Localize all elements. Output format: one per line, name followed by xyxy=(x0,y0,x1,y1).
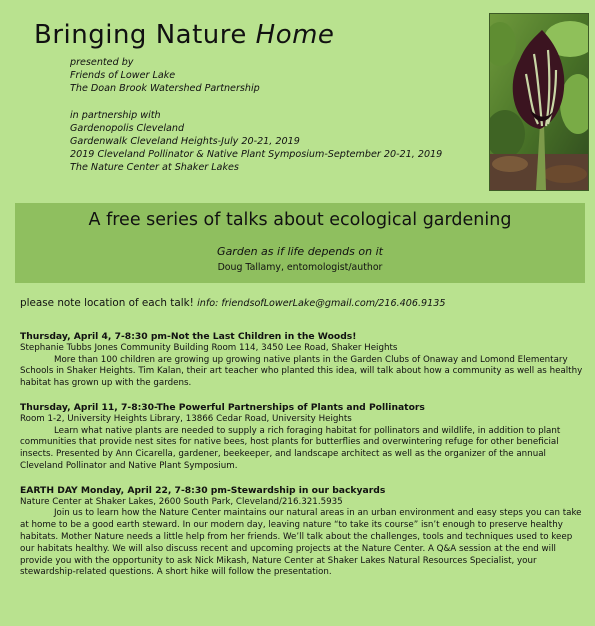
event-venue: Room 1-2, University Heights Library, 13866 Cedar Road, University Heights xyxy=(20,413,352,424)
series-title: A free series of talks about ecological gardening xyxy=(88,210,512,230)
event-venue: Nature Center at Shaker Lakes, 2600 South Park, Cleveland/216.321.5935 xyxy=(20,496,343,507)
partners-line: in partnership with xyxy=(70,109,161,121)
event-title: Thursday, April 4, 7-8:30 pm-Not the Last Children in the Woods! xyxy=(20,331,357,342)
quote: Garden as if life depends on it xyxy=(217,245,383,258)
series-banner xyxy=(15,203,585,283)
event-list xyxy=(20,331,588,591)
partners-line: The Nature Center at Shaker Lakes xyxy=(70,162,239,174)
title-main: Bringing Nature xyxy=(34,20,256,50)
event-description: Learn what native plants are needed to supply a rich foraging habitat for pollinators and wildlife, in addition to plant communities that provide nest sites for native bees, host plants for butterflies and overwintering refuge for other beneficial insects. Presented by Ann Cicarella, gardener, beekeeper, and landscape architect as well as the organizer of the annual Cleveland Pollinator and Native Plant Symposium. xyxy=(20,425,561,471)
event-venue: Stephanie Tubbs Jones Community Building Room 114, 3450 Lee Road, Shaker Heights xyxy=(20,342,398,353)
contact-info: info: friendsofLowerLake@gmail.com/216.406.9135 xyxy=(197,298,446,309)
page-title xyxy=(34,20,334,50)
partners-line: Gardenwalk Cleveland Heights-July 20-21, 2019 xyxy=(70,136,300,148)
quote-author: Doug Tallamy, entomologist/author xyxy=(217,262,383,273)
title-emphasis: Home xyxy=(255,20,335,50)
presenters-line: presented by xyxy=(70,57,134,68)
jack-in-the-pulpit-photo xyxy=(489,13,589,191)
partners-line: Gardenopolis Cleveland xyxy=(70,122,185,134)
event-title: Thursday, April 11, 7-8:30-The Powerful Partnerships of Plants and Pollinators xyxy=(20,401,425,413)
presenters-line: The Doan Brook Watershed Partnership xyxy=(70,83,260,95)
event-description: Join us to learn how the Nature Center maintains our natural areas in an urban environment and easy steps you can take at home to be a good earth steward. In our modern day, leaving nature “to take its course” isn’t enough to preserve healthy habitats. Mother Nature needs a little help from her friends. We’ll talk about the challenges, tools and techniques used to keep our habitats healthy. We will also discuss recent and upcoming projects at the Nature Center. A Q&A session at the end will provide you with the opportunity to ask Nick Mikash, Nature Center at Shaker Lakes Natural Resources Specialist, your stewardship-related questions. A short hike will follow the presentation. xyxy=(20,508,582,578)
presenters-line: Friends of Lower Lake xyxy=(70,70,176,82)
partners-line: 2019 Cleveland Pollinator & Native Plant Symposium-September 20-21, 2019 xyxy=(70,149,443,161)
presenters-block xyxy=(70,56,442,175)
event-item xyxy=(20,331,588,390)
event-item xyxy=(20,485,588,579)
note-text: please note location of each talk! xyxy=(20,297,194,309)
location-note xyxy=(20,297,445,309)
event-title: EARTH DAY Monday, April 22, 7-8:30 pm-Stewardship in our backyards xyxy=(20,484,386,496)
event-description: More than 100 children are growing up growing native plants in the Garden Clubs of Onaway and Lomond Elementary Schools in Shaker Heights. Tim Kalan, their art teacher who planted this idea, will talk about how a community as well as healthy habitat has grown up with the gardens. xyxy=(20,354,583,389)
event-item xyxy=(20,402,588,473)
